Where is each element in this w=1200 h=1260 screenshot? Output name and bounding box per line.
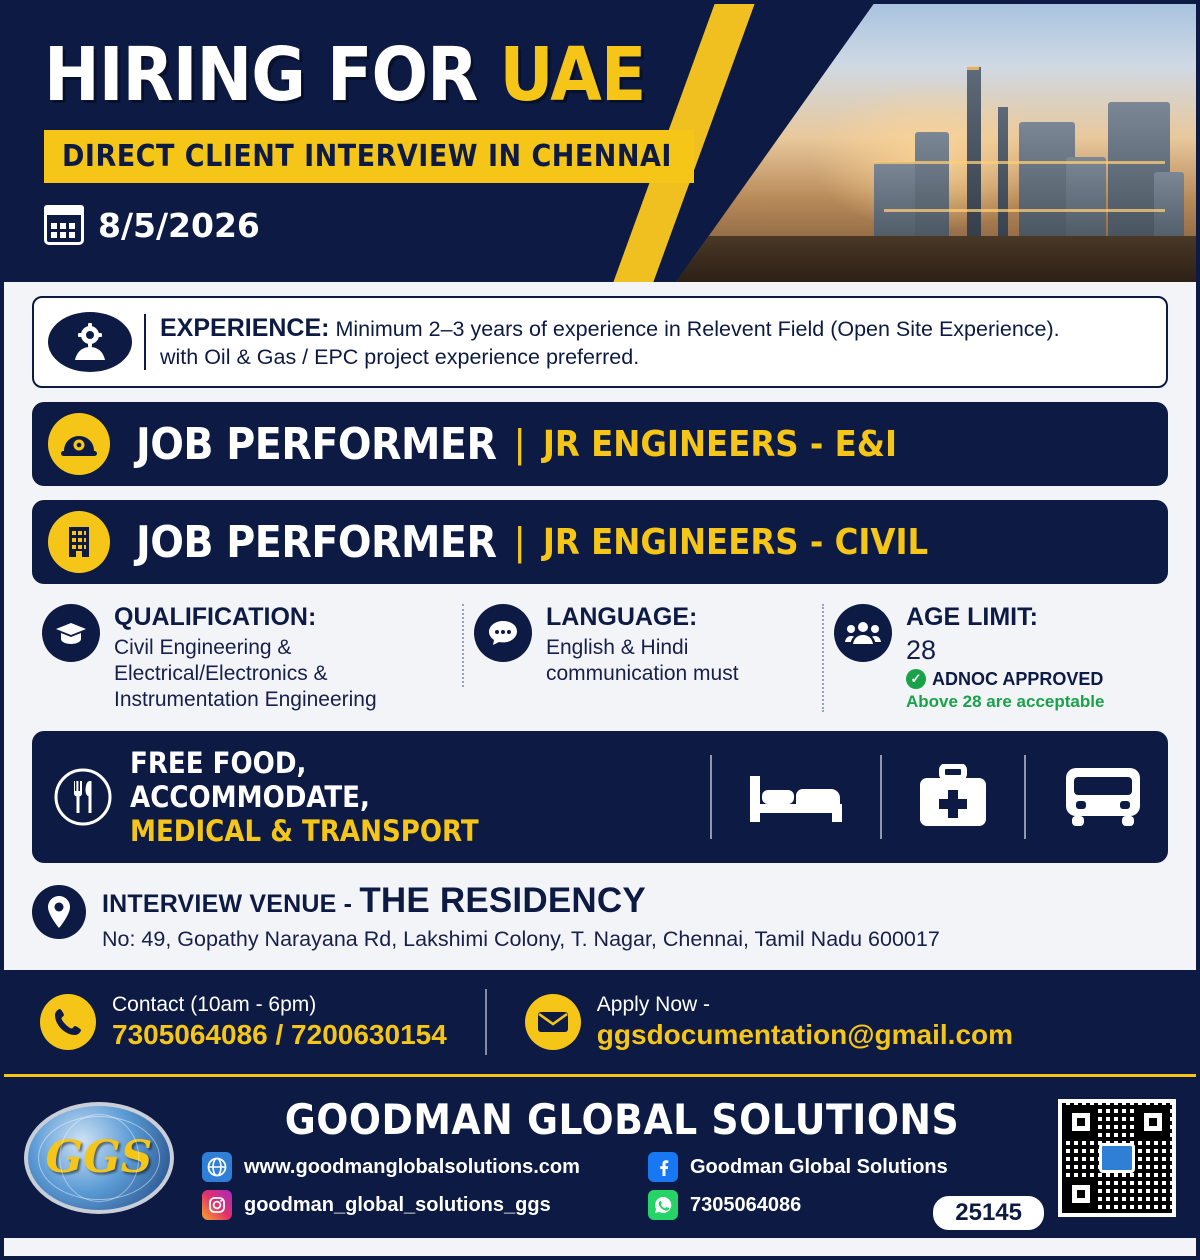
venue-block — [32, 881, 1168, 952]
benefits-icon-group — [676, 755, 1146, 839]
venue-name: THE RESIDENCY — [359, 881, 646, 921]
benefits-bar — [32, 731, 1168, 863]
instagram-item[interactable] — [202, 1190, 622, 1220]
qualification-heading: QUALIFICATION: — [114, 603, 317, 631]
qualification-body: Civil Engineering & Electrical/Electronics & Instrumentation Engineering — [114, 635, 377, 711]
language-block — [462, 604, 822, 687]
benefits-line1: FREE FOOD, — [130, 745, 307, 780]
benefits-line3: MEDICAL & TRANSPORT — [130, 814, 479, 849]
title-accent: UAE — [499, 32, 646, 118]
age-limit-value: 28 — [906, 634, 937, 665]
info-row — [32, 604, 1168, 713]
adnoc-approved-row — [906, 669, 1104, 690]
poster-title — [44, 32, 1196, 118]
email-label: Apply Now - — [596, 993, 710, 1017]
age-note: Above 28 are acceptable — [906, 691, 1105, 711]
email-contact[interactable] — [525, 993, 1013, 1051]
calendar-icon — [44, 205, 84, 245]
logo-text: GGS — [45, 1132, 153, 1184]
bus-icon — [1060, 764, 1146, 830]
chat-bubble-icon — [474, 604, 532, 662]
poster-footer — [4, 1074, 1196, 1238]
people-group-icon — [834, 604, 892, 662]
language-body: English & Hindi communication must — [546, 635, 739, 685]
contact-bar — [4, 970, 1196, 1074]
language-heading: LANGUAGE: — [546, 603, 698, 631]
qr-code-icon[interactable] — [1058, 1099, 1176, 1217]
graduation-cap-icon — [42, 604, 100, 662]
company-name: GOODMAN GLOBAL SOLUTIONS — [284, 1095, 960, 1145]
experience-text — [160, 312, 1060, 372]
qualification-block — [32, 604, 462, 713]
reference-code: 25145 — [931, 1194, 1046, 1232]
age-limit-block — [822, 604, 1168, 712]
job-subtitle-1: JR ENGINEERS - E&I — [542, 423, 897, 465]
email-address[interactable]: ggsdocumentation@gmail.com — [596, 1019, 1014, 1051]
job-separator-2: | — [514, 519, 525, 564]
facebook-text[interactable]: Goodman Global Solutions — [690, 1155, 948, 1178]
location-pin-icon — [32, 885, 86, 939]
job-separator-1: | — [514, 421, 525, 466]
benefits-text — [130, 746, 479, 849]
whatsapp-number[interactable]: 7305064086 — [690, 1193, 802, 1216]
envelope-icon — [525, 994, 581, 1050]
contact-divider — [485, 989, 487, 1055]
experience-badge-icon — [48, 312, 132, 372]
fork-knife-icon — [54, 768, 112, 826]
age-limit-heading: AGE LIMIT: — [906, 603, 1038, 631]
poster-header — [4, 4, 1196, 282]
experience-label: EXPERIENCE: — [160, 313, 330, 342]
phone-label: Contact (10am - 6pm) — [112, 993, 317, 1017]
job-row-1 — [32, 402, 1168, 486]
job-subtitle-2: JR ENGINEERS - CIVIL — [542, 521, 929, 563]
job-row-2 — [32, 500, 1168, 584]
facebook-icon — [648, 1152, 678, 1182]
footer-details — [174, 1095, 1058, 1220]
job-title-2: JOB PERFORMER — [136, 516, 497, 568]
helmet-gear-icon — [48, 413, 110, 475]
whatsapp-icon — [648, 1190, 678, 1220]
phone-icon — [40, 994, 96, 1050]
interview-date: 8/5/2026 — [98, 205, 260, 245]
instagram-icon — [202, 1190, 232, 1220]
globe-icon — [202, 1152, 232, 1182]
medical-kit-icon — [916, 764, 990, 830]
phone-contact[interactable] — [40, 993, 447, 1051]
experience-line2: with Oil & Gas / EPC project experience preferred. — [160, 345, 640, 370]
title-text: HIRING FOR — [44, 32, 500, 118]
interview-date-row — [44, 205, 1196, 245]
website-item[interactable] — [202, 1152, 622, 1182]
experience-line1: Minimum 2–3 years of experience in Relevent Field (Open Site Experience). — [329, 316, 1060, 341]
website-text[interactable]: www.goodmanglobalsolutions.com — [244, 1155, 580, 1178]
job-title-1: JOB PERFORMER — [136, 418, 497, 470]
experience-divider — [144, 314, 146, 370]
adnoc-approved-label: ADNOC APPROVED — [932, 668, 1104, 689]
venue-label: INTERVIEW VENUE - — [102, 890, 360, 919]
phone-numbers[interactable]: 7305064086 / 7200630154 — [112, 1019, 447, 1051]
bed-icon — [746, 766, 846, 828]
instagram-text[interactable]: goodman_global_solutions_ggs — [244, 1193, 551, 1216]
poster-subtitle: DIRECT CLIENT INTERVIEW IN CHENNAI — [44, 130, 694, 183]
building-icon — [48, 511, 110, 573]
venue-address: No: 49, Gopathy Narayana Rd, Lakshimi Colony, T. Nagar, Chennai, Tamil Nadu 600017 — [102, 927, 940, 952]
company-logo — [24, 1102, 174, 1214]
venue-title — [102, 881, 940, 921]
experience-box — [32, 296, 1168, 388]
check-circle-icon: ✓ — [906, 669, 926, 689]
facebook-item[interactable] — [648, 1152, 1058, 1182]
benefits-line2: ACCOMMODATE, — [130, 780, 370, 815]
